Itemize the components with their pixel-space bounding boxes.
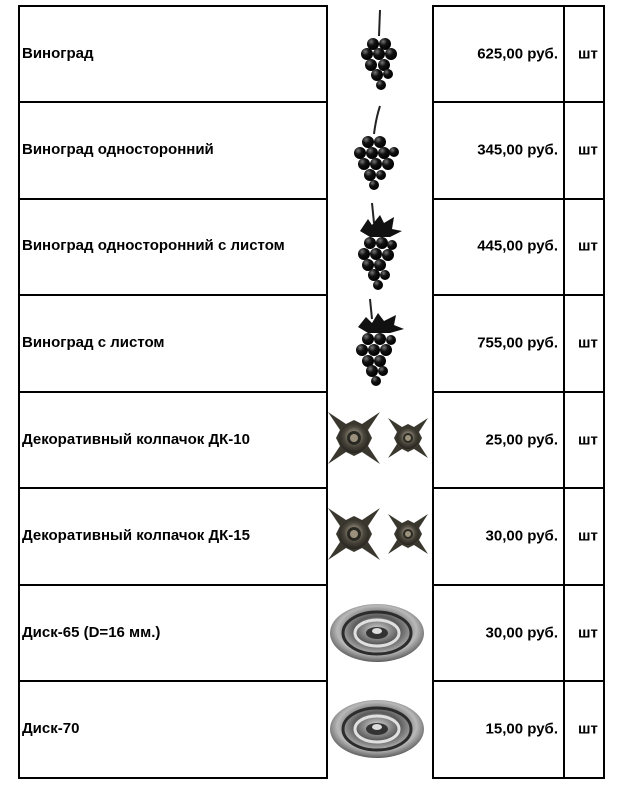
- product-unit: шт: [578, 527, 598, 545]
- disk-icon: [328, 698, 426, 760]
- product-price: 625,00 руб.: [477, 45, 558, 63]
- product-name: Виноград: [22, 45, 94, 62]
- product-name: Виноград с листом: [22, 334, 165, 351]
- product-price: 30,00 руб.: [485, 624, 558, 642]
- decorative-cap-icon: [326, 506, 432, 562]
- product-name: Декоративный колпачок ДК-15: [22, 527, 250, 544]
- product-name: Диск-65 (D=16 мм.): [22, 624, 161, 641]
- product-unit: шт: [578, 45, 598, 63]
- grape-leaf-icon: [350, 297, 408, 387]
- product-price: 30,00 руб.: [485, 527, 558, 545]
- product-price: 15,00 руб.: [485, 720, 558, 738]
- product-unit: шт: [578, 624, 598, 642]
- grape-icon: [348, 104, 404, 194]
- product-price: 755,00 руб.: [477, 334, 558, 352]
- product-price: 345,00 руб.: [477, 141, 558, 159]
- product-unit: шт: [578, 720, 598, 738]
- product-price: 25,00 руб.: [485, 431, 558, 449]
- product-name: Диск-70: [22, 720, 80, 737]
- product-price: 445,00 руб.: [477, 237, 558, 255]
- product-unit: шт: [578, 334, 598, 352]
- grape-leaf-icon: [350, 201, 408, 291]
- product-unit: шт: [578, 141, 598, 159]
- grape-icon: [355, 8, 405, 98]
- product-name: Декоративный колпачок ДК-10: [22, 431, 250, 448]
- product-unit: шт: [578, 431, 598, 449]
- decorative-cap-icon: [326, 410, 432, 466]
- product-name: Виноград односторонний с листом: [22, 237, 285, 254]
- disk-icon: [328, 602, 426, 664]
- product-unit: шт: [578, 237, 598, 255]
- product-name: Виноград односторонний: [22, 141, 214, 158]
